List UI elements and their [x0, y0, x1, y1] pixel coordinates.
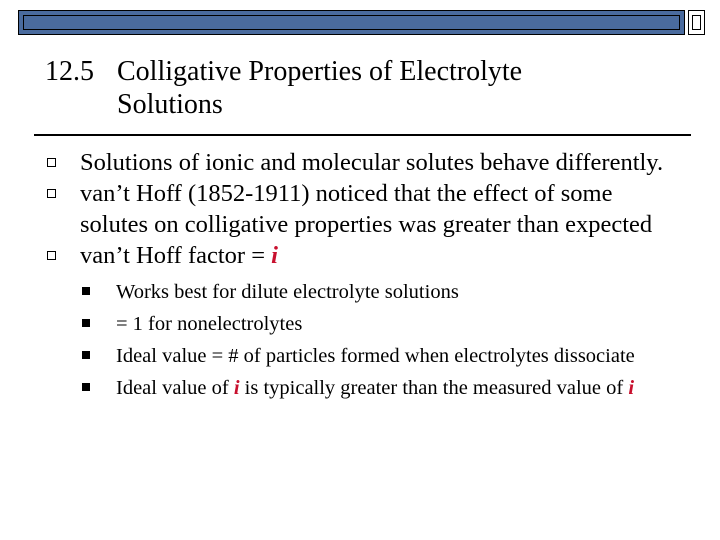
filled-square-bullet-icon [82, 351, 90, 359]
corner-square [688, 10, 705, 35]
corner-square-inner-border [692, 15, 701, 30]
title-line-1: Colligative Properties of Electrolyte [117, 56, 523, 87]
sub-bullet-text: = 1 for nonelectrolytes [116, 313, 303, 335]
sub-bullet-item [80, 375, 664, 401]
sub-bullet-text: Ideal value = # of particles formed when electrolytes dissociate [116, 345, 635, 367]
slide-title [45, 55, 685, 121]
header-bar-inner-border [23, 15, 680, 30]
vant-hoff-variable: i [271, 242, 278, 269]
sub-bullet-item [80, 311, 664, 337]
sub-bullet-list [80, 279, 664, 401]
hollow-square-bullet-icon [47, 189, 56, 198]
bullet-item [44, 178, 664, 240]
sub-bullet-text [116, 375, 636, 401]
bullet-text: van’t Hoff (1852-1911) noticed that the effect of some solutes on colligative properties was greater than expected [80, 180, 653, 238]
section-number: 12.5 [45, 56, 94, 87]
sub-bullet-item [80, 343, 664, 369]
filled-square-bullet-icon [82, 383, 90, 391]
sub-bullet-text-after: is typically greater than the measured value of [239, 377, 629, 399]
bullet-text: Solutions of ionic and molecular solutes behave differently. [80, 149, 664, 176]
sub-bullet-item [80, 279, 664, 305]
header-bar [18, 10, 685, 35]
bullet-item [44, 240, 664, 401]
filled-square-bullet-icon [82, 287, 90, 295]
vant-hoff-variable: i [628, 377, 635, 399]
hollow-square-bullet-icon [47, 251, 56, 260]
sub-bullet-text-before: Ideal value of [116, 377, 234, 399]
vant-hoff-variable: i [233, 377, 240, 399]
hollow-square-bullet-icon [47, 158, 56, 167]
bullet-item [44, 147, 664, 178]
bullet-text: van’t Hoff factor = [80, 242, 272, 269]
title-line-2: Solutions [117, 89, 223, 120]
filled-square-bullet-icon [82, 319, 90, 327]
title-divider [34, 134, 691, 136]
sub-bullet-text: Works best for dilute electrolyte solutions [116, 281, 459, 303]
bullet-list [44, 147, 664, 407]
